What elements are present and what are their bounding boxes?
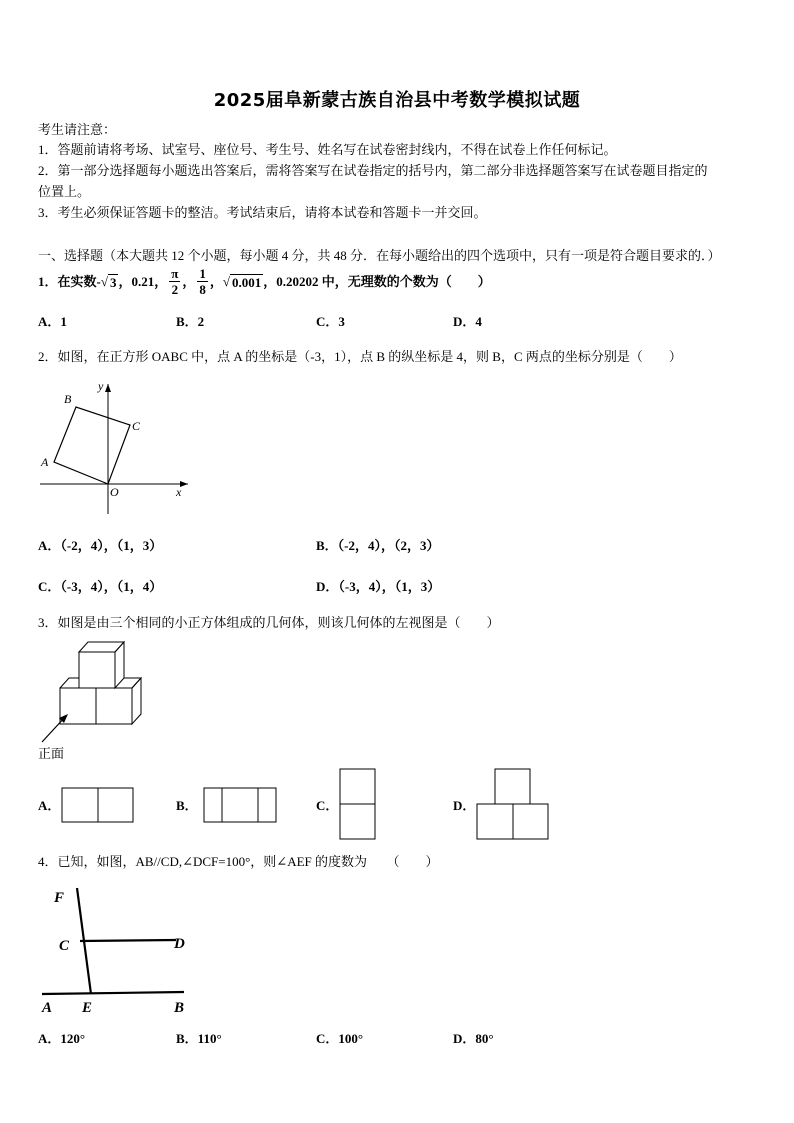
q2-label-x: x bbox=[176, 485, 182, 499]
q3-option-b-figure[interactable] bbox=[202, 786, 278, 824]
q1-option-b[interactable]: B．2 bbox=[176, 314, 205, 329]
q3-top-cube-top bbox=[79, 642, 124, 652]
q3-bottom-right-side bbox=[132, 678, 141, 724]
question-4-stem: 4．已知，如图，AB//CD,∠DCF=100°，则∠AEF 的度数为 （ ） bbox=[38, 854, 439, 869]
q3-cube-figure bbox=[36, 636, 152, 748]
q2-label-b: B bbox=[64, 392, 72, 406]
question-3-stem: 3．如图是由三个相同的小正方体组成的几何体，则该几何体的左视图是（ ） bbox=[38, 615, 500, 630]
q1-fraction-one-eighth bbox=[197, 266, 208, 297]
q2-label-c: C bbox=[132, 419, 141, 433]
q2-option-b[interactable]: B．（-2，4），（2，3） bbox=[316, 538, 440, 553]
q1-option-d[interactable]: D．4 bbox=[453, 314, 482, 329]
q2-label-a: A bbox=[41, 455, 49, 469]
notice-heading: 考生请注意： bbox=[38, 122, 117, 137]
q1-eighth-num: 1 bbox=[199, 266, 206, 281]
q2-square bbox=[54, 407, 130, 484]
q1-option-c[interactable]: C．3 bbox=[316, 314, 345, 329]
q1-fraction-pi-over-2 bbox=[169, 266, 180, 297]
q4-label-a: A bbox=[42, 1000, 53, 1016]
q4-label-d: D bbox=[174, 936, 185, 952]
q3-bottom-right-cube bbox=[96, 688, 132, 724]
q2-square-figure bbox=[36, 378, 192, 518]
q1-text-2: ，0.20202 中，无理数的个数为（ ） bbox=[263, 274, 491, 289]
notice-item-1: 1．答题前请将考场、试室号、座位号、考生号、姓名写在试卷密封线内，不得在试卷上作任何标记。 bbox=[38, 142, 617, 157]
q3-front-label: 正面 bbox=[38, 746, 65, 761]
q1-pi-num: π bbox=[171, 266, 179, 281]
q4-option-a[interactable]: A．120° bbox=[38, 1031, 86, 1046]
q1-pi-den: 2 bbox=[169, 281, 180, 297]
q3-option-b[interactable]: B． bbox=[176, 798, 198, 813]
q2-label-y: y bbox=[98, 379, 104, 393]
q3-option-d-figure[interactable] bbox=[475, 767, 553, 841]
page-title: 2025届阜新蒙古族自治县中考数学模拟试题 bbox=[213, 90, 581, 111]
q1-prefix: 1．在实数- bbox=[38, 274, 101, 289]
q3-top-cube-side bbox=[115, 642, 124, 688]
q4-option-c[interactable]: C．100° bbox=[316, 1031, 364, 1046]
q1-sep-2: ， bbox=[209, 274, 223, 289]
q4-label-f: F bbox=[54, 890, 65, 906]
q4-label-e: E bbox=[82, 1000, 93, 1016]
q2-y-arrow bbox=[105, 384, 111, 392]
q1-sqrt-value: 0.001 bbox=[232, 274, 262, 290]
notice-item-3: 3．考生必须保证答题卡的整洁。考试结束后，请将本试卷和答题卡一并交回。 bbox=[38, 205, 487, 220]
q1-text-1: ，0.21， bbox=[118, 274, 168, 289]
q1-eighth-den: 8 bbox=[199, 282, 206, 297]
q3-bottom-right-top bbox=[124, 678, 141, 688]
q2-option-c[interactable]: C．（-3，4），（1，4） bbox=[38, 579, 163, 594]
q4-line-ab bbox=[42, 992, 184, 994]
q3-option-a-figure[interactable] bbox=[60, 786, 136, 824]
q3-option-d[interactable]: D． bbox=[453, 798, 476, 813]
notice-item-2-cont: 位置上。 bbox=[38, 184, 91, 199]
q3-top-cube-front bbox=[79, 652, 115, 688]
q4-option-d[interactable]: D．80° bbox=[453, 1031, 494, 1046]
q4-label-b: B bbox=[174, 1000, 185, 1016]
q1-sqrt3: 3 bbox=[109, 274, 117, 290]
q1-option-a[interactable]: A．1 bbox=[38, 314, 67, 329]
q3-option-c-figure[interactable] bbox=[338, 767, 378, 841]
question-1-stem: 1．在实数- √ 3 ，0.21， $\frac{\pi}{2}$ ， $\frac{1}{8}$ ， √ 0.001 ，0.20202 中，无理数的个数为（ ） bbox=[38, 266, 491, 297]
q4-parallel-lines-figure bbox=[36, 880, 196, 1020]
q3-bottom-left-top bbox=[60, 678, 79, 688]
q2-label-o: O bbox=[110, 485, 119, 499]
q2-option-a[interactable]: A．（-2，4），（1，3） bbox=[38, 538, 163, 553]
section-heading: 一、选择题（本大题共 12 个小题，每小题 4 分，共 48 分．在每小题给出的四个选项中，只有一项是符合题目要求的．） bbox=[38, 248, 721, 263]
q1-sep-1: ， bbox=[182, 274, 196, 289]
notice-item-2: 2．第一部分选择题每小题选出答案后，需将答案写在试卷指定的括号内，第二部分非选择题答案写在试卷题目指定的 bbox=[38, 163, 708, 178]
q3-option-a[interactable]: A． bbox=[38, 798, 61, 813]
q3-option-c[interactable]: C． bbox=[316, 798, 339, 813]
q4-label-c: C bbox=[59, 938, 70, 954]
q2-option-d[interactable]: D．（-3，4），（1，3） bbox=[316, 579, 441, 594]
q4-option-b[interactable]: B．110° bbox=[176, 1031, 222, 1046]
q4-line-cd bbox=[80, 940, 176, 941]
question-2-stem: 2．如图，在正方形 OABC 中，点 A 的坐标是（-3，1），点 B 的纵坐标是 4，则 B，C 两点的坐标分别是（ ） bbox=[38, 349, 682, 364]
